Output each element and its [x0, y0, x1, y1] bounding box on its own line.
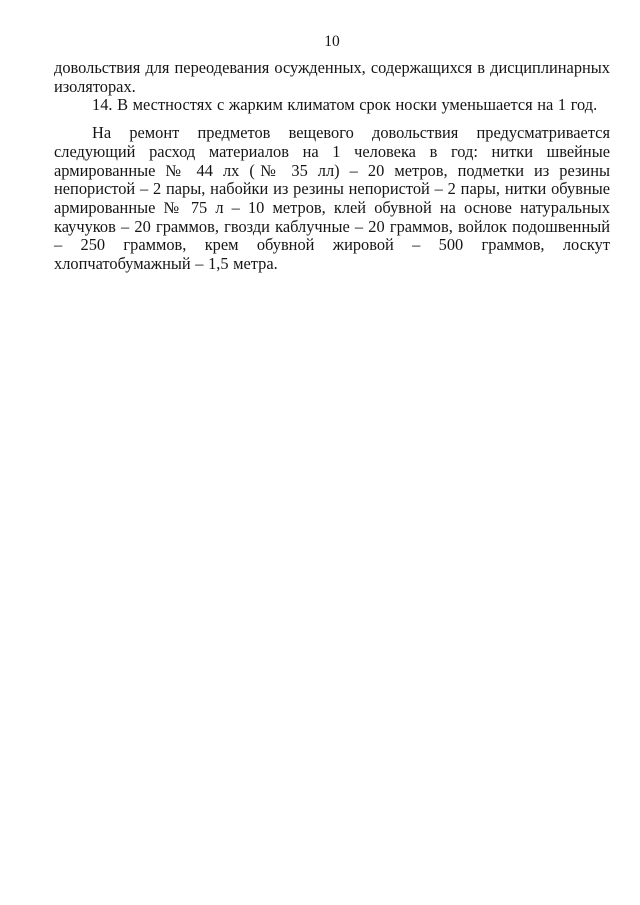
- paragraph-item-14: 14. В местностях с жарким климатом срок носки уменьшается на 1 год.: [92, 95, 598, 115]
- page-number: 10: [324, 33, 340, 50]
- paragraph-continuation: довольствия для переодевания осужденных, содержащихся в дисциплинарных изоляторах.: [54, 58, 610, 96]
- text-block: [54, 59, 610, 274]
- paragraph-repair-consumption: На ремонт предметов вещевого довольствия предусматривается следующий расход материалов на 1 человека в год: нитки швейные армированные № 44 лх (№ 35 лл) – 20 метров, подметки из резины непористой – 2 пары, набойки из резины непористой – 2 пары, нитки обувные армированные № 75 л – 10 метров, клей обувной на основе натуральных каучуков – 20 граммов, гвозди каблучные – 20 граммов, войлок подошвенный – 250 граммов, крем обувной жировой – 500 граммов, лоскут хлопчатобумажный – 1,5 метра.: [54, 123, 610, 274]
- document-page: [0, 33, 640, 905]
